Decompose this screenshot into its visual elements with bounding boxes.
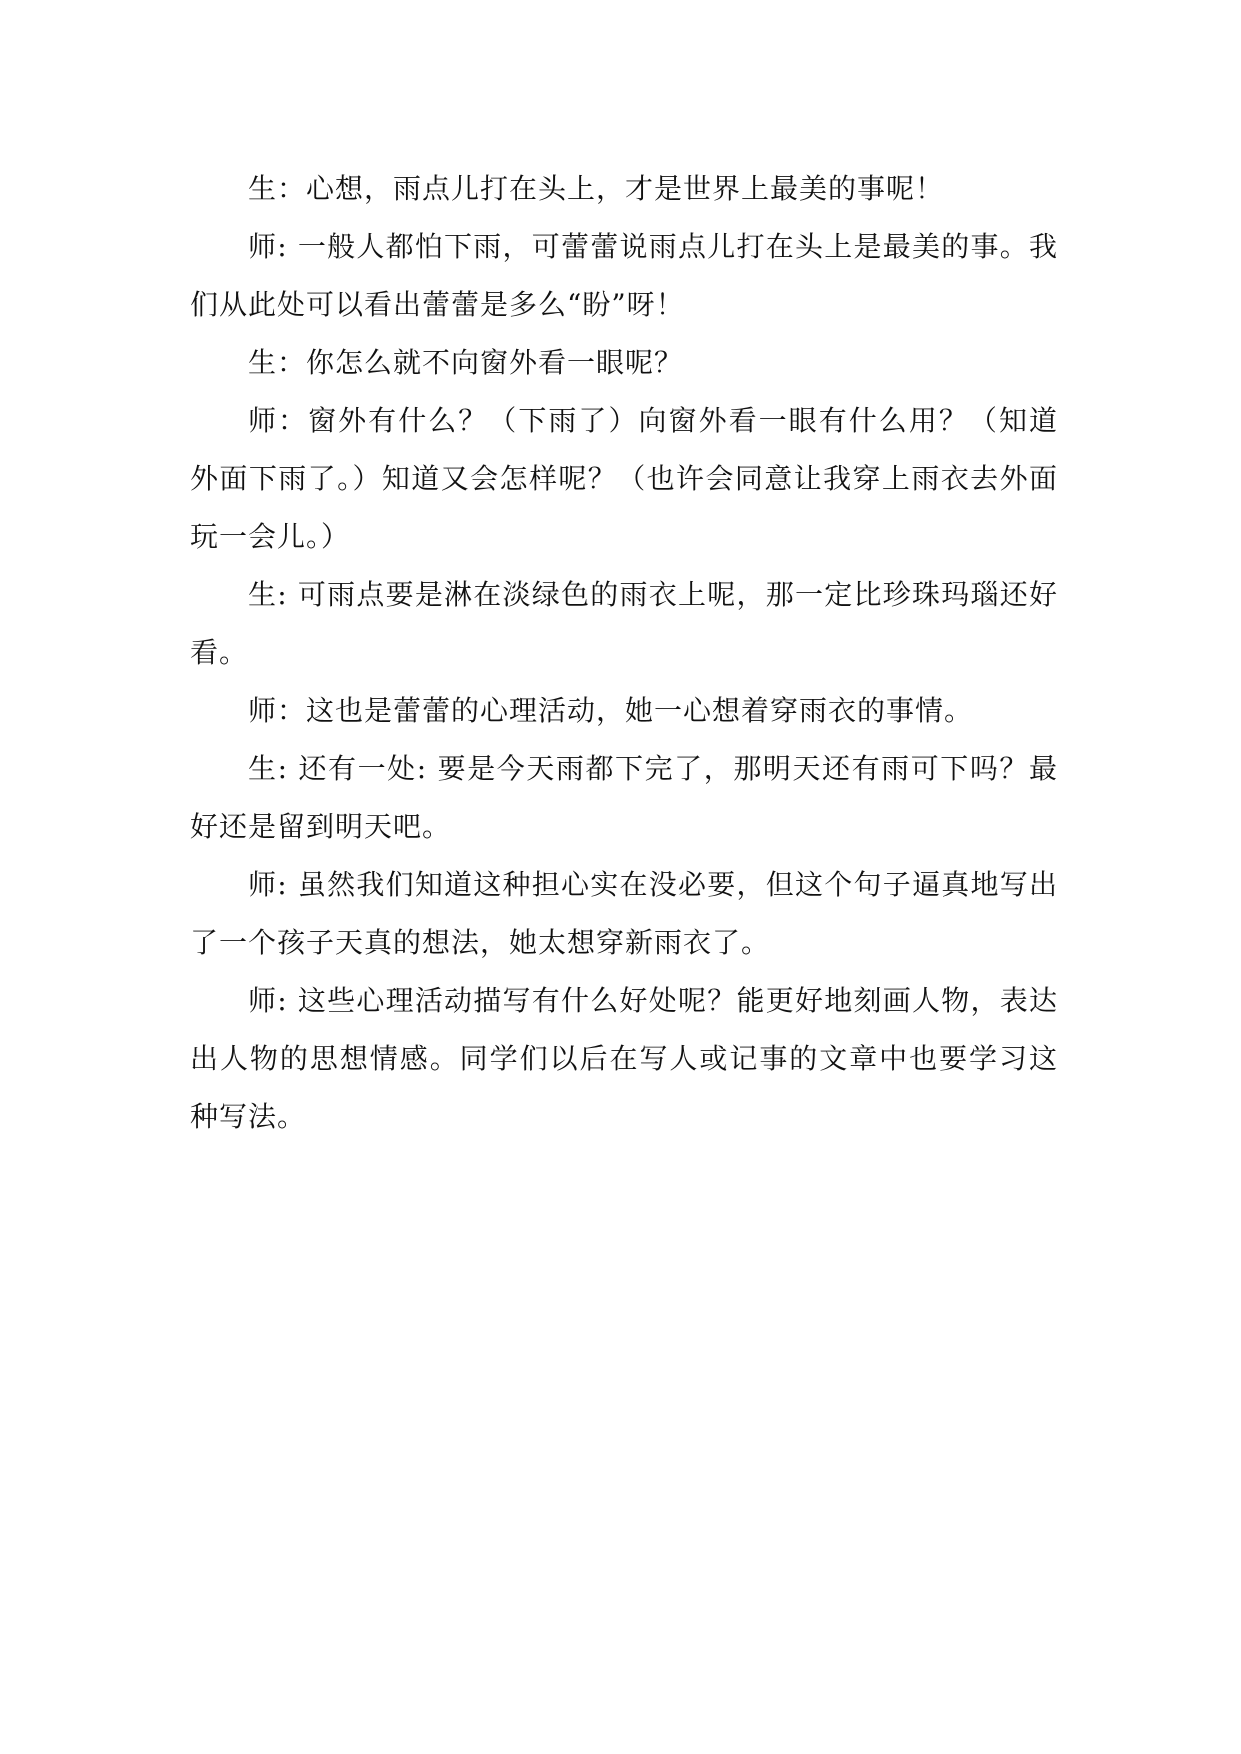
paragraph-4: 师：窗外有什么？（下雨了）向窗外看一眼有什么用？（知道外面下雨了。）知道又会怎样呢？（也许会同意让我穿上雨衣去外面玩一会儿。） (190, 404, 1058, 553)
paragraph-1: 生：心想，雨点儿打在头上，才是世界上最美的事呢！ (248, 172, 945, 205)
document-body (190, 160, 1058, 1146)
paragraph-6: 师：这也是蕾蕾的心理活动，她一心想着穿雨衣的事情。 (248, 694, 974, 727)
paragraph-9: 师: 这些心理活动描写有什么好处呢？能更好地刻画人物，表达出人物的思想情感。同学们以后在写人或记事的文章中也要学习这种写法。 (190, 984, 1058, 1133)
paragraph-2: 师: 一般人都怕下雨，可蕾蕾说雨点儿打在头上是最美的事。我们从此处可以看出蕾蕾是多么“盼”呀！ (190, 230, 1058, 321)
paragraph-7: 生: 还有一处: 要是今天雨都下完了，那明天还有雨可下吗？最好还是留到明天吧。 (190, 752, 1058, 843)
paragraph-8: 师: 虽然我们知道这种担心实在没必要，但这个句子逼真地写出了一个孩子天真的想法，她太想穿新雨衣了。 (190, 868, 1058, 959)
paragraph-3: 生：你怎么就不向窗外看一眼呢？ (248, 346, 684, 379)
paragraph-5: 生: 可雨点要是淋在淡绿色的雨衣上呢，那一定比珍珠玛瑙还好看。 (190, 578, 1058, 669)
